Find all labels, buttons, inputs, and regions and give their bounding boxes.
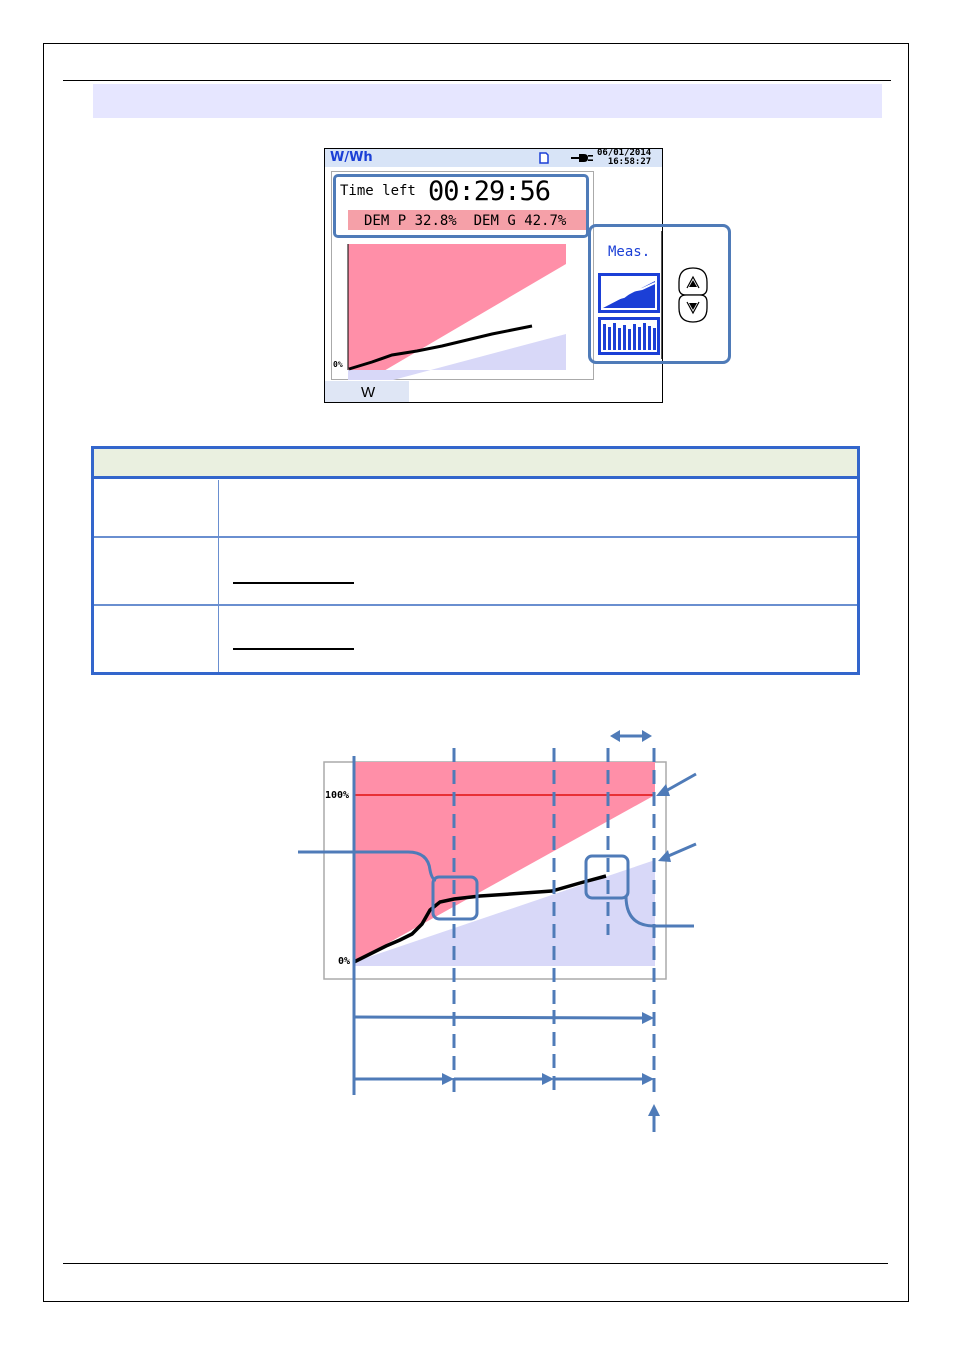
diagram-arrow-100: [664, 774, 696, 792]
dem-g-label: DEM G: [473, 213, 516, 229]
sidebar-separator: [661, 231, 662, 359]
table-row-separator: [94, 604, 857, 606]
bottom-tab-label: W: [361, 384, 376, 401]
arrow-head-icon: [610, 730, 620, 742]
demand-explanation-diagram: [280, 720, 720, 1140]
screen-axis-0: 0%: [333, 360, 343, 369]
sd-card-icon: [539, 152, 549, 164]
arrow-head-icon: [642, 730, 652, 742]
table-header-row: [94, 449, 857, 479]
arrow-head-icon: [542, 1073, 554, 1085]
sidebar-meas-label: Meas.: [608, 244, 651, 260]
table-link-underline[interactable]: [233, 648, 354, 650]
arrow-head-icon: [642, 1012, 654, 1024]
footer-rule: [63, 1263, 888, 1264]
screen-time: 16:58:27: [607, 157, 652, 167]
table-row-separator: [94, 536, 857, 538]
diagram-label-100: 100%: [325, 790, 350, 801]
header-rule: [63, 80, 891, 81]
dem-p-value: 32.8%: [414, 213, 457, 229]
screen-title: W/Wh: [330, 150, 373, 165]
diagram-label-0: 0%: [338, 956, 351, 967]
time-left-label: Time left: [340, 183, 416, 199]
diagram-total-period-arrow: [354, 1017, 646, 1018]
up-down-nav-icon[interactable]: [676, 266, 710, 324]
dem-p-label: DEM P: [364, 213, 407, 229]
arrow-head-icon: [642, 1073, 654, 1085]
arrow-head-icon: [442, 1073, 454, 1085]
time-left-callout: [333, 174, 589, 238]
table-column-separator: [218, 480, 219, 672]
dem-g-value: 42.7%: [524, 213, 567, 229]
diagram-arrow-min: [666, 844, 696, 857]
section-heading-bar: [93, 84, 882, 118]
screen-datetime: [597, 149, 651, 167]
time-left-value: 00:29:56: [428, 176, 551, 207]
arrow-head-icon: [648, 1104, 660, 1116]
plug-icon: [571, 153, 593, 163]
description-table: [91, 446, 860, 675]
screen-date: 06/01/2014: [597, 148, 652, 158]
table-link-underline[interactable]: [233, 582, 354, 584]
demand-values: [364, 213, 566, 229]
